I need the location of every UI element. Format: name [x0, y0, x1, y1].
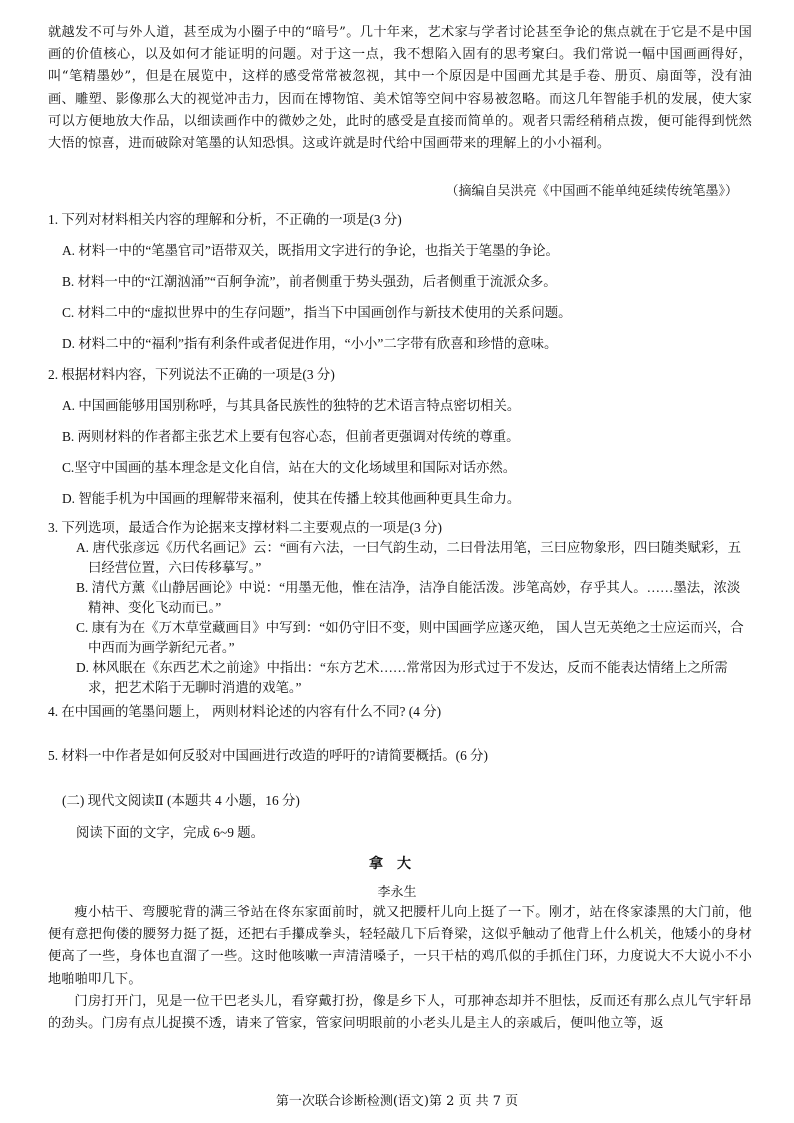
question-stem: 2. 根据材料内容，下列说法不正确的一项是(3 分)	[48, 367, 335, 382]
story-title: 拿大	[369, 856, 425, 872]
section-heading: (二) 现代文阅读Ⅱ (本题共 4 小题，16 分)	[62, 793, 300, 808]
story-paragraph: 瘦小枯干、弯腰驼背的满三爷站在佟东家面前时，就又把腰杆儿向上挺了一下。刚才，站在佟家漆黑的大门前，他便有意把佝偻的腰努力挺了挺，还把右手攥成拳头，轻轻敲几下后脊梁，这似乎触动了他背上什么机关，他矮小的身材便高了一些，身体也直溜了一些。这时他咳嗽一声清清嗓子，一只干枯的鸡爪似的手抓住门环，力度说大不大说小不小地啪啪叩几下。	[48, 905, 752, 987]
option-b: B. 材料一中的“江潮汹涌”“百舸争流”，前者侧重于势头强劲，后者侧重于流派众多。	[62, 274, 557, 289]
question-5	[48, 746, 752, 766]
question-2	[48, 365, 752, 509]
question-stem: 1. 下列对材料相关内容的理解和分析，不正确的一项是(3 分)	[48, 212, 402, 227]
option-b: B. 清代方薰《山静居画论》中说：“用墨无他，惟在洁净，洁净自能活泼。涉笔高妙，存乎其人。……墨法，浓淡精神、变化飞动而已。”	[76, 580, 741, 615]
page-footer: 第一次联合诊断检测(语文)第 2 页 共 7 页	[275, 1094, 519, 1109]
question-3	[48, 518, 752, 698]
option-a: A. 材料一中的“笔墨官司”语带双关，既指用文字进行的争论，也指关于笔墨的争论。	[62, 243, 559, 258]
option-d: D. 智能手机为中国画的理解带来福利，使其在传播上较其他画种更具生命力。	[62, 491, 521, 506]
question-4	[48, 702, 752, 722]
question-stem: 4. 在中国画的笔墨问题上， 两则材料论述的内容有什么不同? (4 分)	[48, 704, 442, 719]
section-instruction: 阅读下面的文字，完成 6~9 题。	[76, 825, 265, 840]
option-a: A. 唐代张彦远《历代名画记》云：“画有六法，一曰气韵生动，二曰骨法用笔，三曰应物象形，四曰随类赋彩，五曰经营位置，六曰传移摹写。”	[76, 540, 742, 575]
question-stem: 5. 材料一中作者是如何反驳对中国画进行改造的呼吁的?请简要概括。(6 分)	[48, 748, 489, 763]
option-c: C. 康有为在《万木草堂藏画目》中写到：“如仍守旧不变，则中国画学应遂灭绝， 国人岂无英绝之士应运而兴，合中西而为画学新纪元者。”	[76, 620, 744, 655]
option-d: D. 材料二中的“福利”指有利条件或者促进作用，“小小”二字带有欣喜和珍惜的意味。	[62, 336, 558, 351]
option-d: D. 林风眠在《东西艺术之前途》中指出：“东方艺术……常常因为形式过于不发达，反而不能表达情绪上之所需求，把艺术陷于无聊时消遣的戏笔。”	[76, 660, 728, 695]
source-citation: （摘编自吴洪亮《中国画不能单纯延续传统笔墨》）	[445, 184, 738, 199]
story-author: 李永生	[377, 885, 417, 900]
option-a: A. 中国画能够用国别称呼，与其具备民族性的独特的艺术语言特点密切相关。	[62, 398, 521, 413]
question-stem: 3. 下列选项，最适合作为论据来支撑材料二主要观点的一项是(3 分)	[48, 520, 442, 535]
question-1	[48, 210, 752, 354]
option-c: C. 材料二中的“虚拟世界中的生存问题”，指当下中国画创作与新技术使用的关系问题。	[62, 305, 572, 320]
option-c: C.坚守中国画的基本理念是文化自信，站在大的文化场域里和国际对话亦然。	[62, 460, 517, 475]
story-paragraph: 门房打开门，见是一位干巴老头儿，看穿戴打扮，像是乡下人，可那神态却并不胆怯，反而还有那么点儿气宇轩昂的劲头。门房有点儿捉摸不透，请来了管家，管家问明眼前的小老头儿是主人的亲戚后，便叫他立等，返	[48, 993, 752, 1032]
story-body	[48, 902, 752, 1035]
option-b: B. 两则材料的作者都主张艺术上要有包容心态，但前者更强调对传统的尊重。	[62, 429, 520, 444]
material-two-ending-paragraph: 就越发不可与外人道，甚至成为小圈子中的“暗号”。几十年来，艺术家与学者讨论甚至争论的焦点就在于它是不是中国画的价值核心，以及如何才能证明的问题。对于这一点，我不想陷入固有的思考窠臼。我们常说一幅中国画画得好，叫“笔精墨妙”，但是在展览中，这样的感受常常被忽视，其中一个原因是中国画尤其是手卷、册页、扇面等，没有油画、雕塑、影像那么大的视觉冲击力，因而在博物馆、美术馆等空间中容易被忽略。而这几年智能手机的发展，使大家可以方便地放大作品，以细读画作中的微妙之处，此时的感受是直接而简单的。观者只需经稍稍点拨，便可能得到恍然大悟的惊喜，进而破除对笔墨的认知恐惧。这或许就是时代给中国画带来的理解上的小小福利。	[48, 25, 752, 152]
